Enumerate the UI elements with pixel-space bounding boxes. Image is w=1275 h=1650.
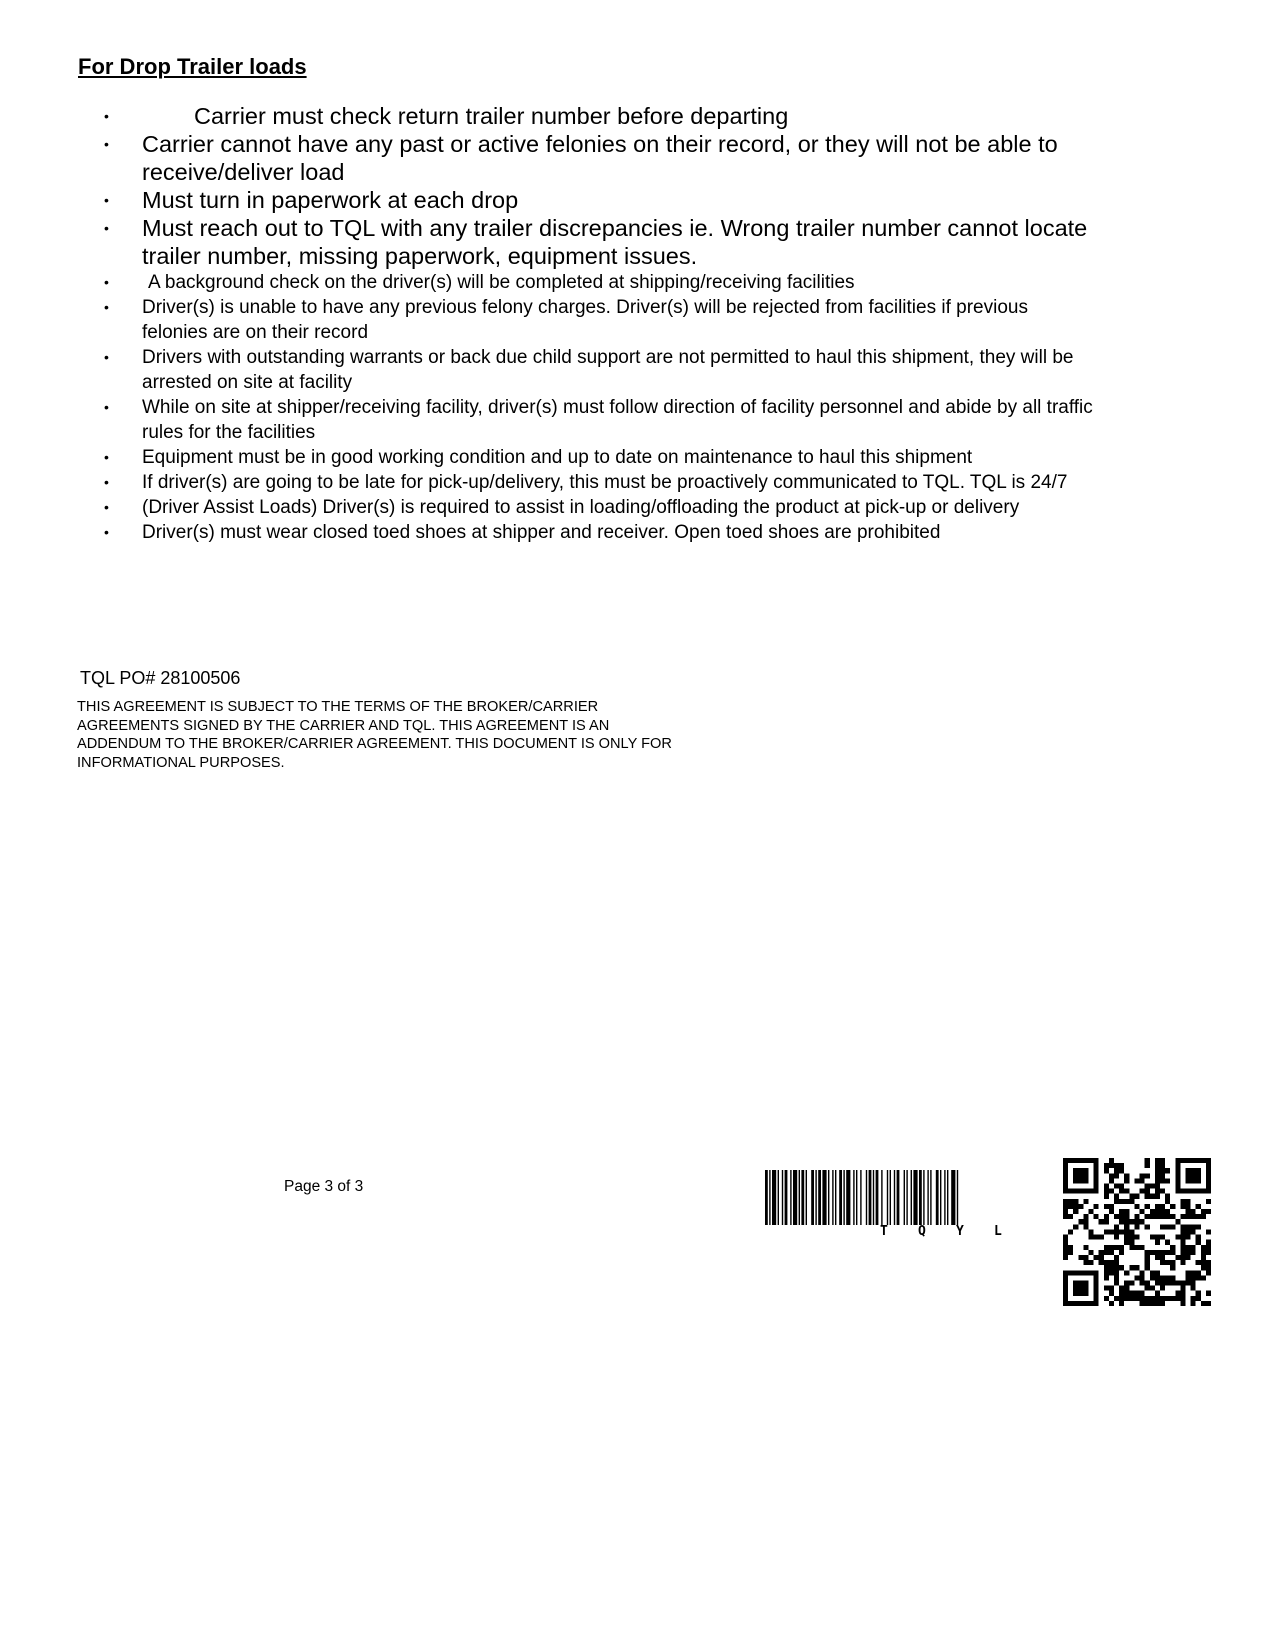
list-item-text: Carrier must check return trailer number before departing <box>194 103 789 129</box>
list-item <box>104 130 1094 186</box>
agreement-line: AGREEMENTS SIGNED BY THE CARRIER AND TQL. THIS AGREEMENT IS AN <box>77 717 610 734</box>
bullet: • <box>104 349 109 365</box>
list-item <box>104 214 1094 270</box>
bullet: • <box>104 499 109 515</box>
agreement-line: THIS AGREEMENT IS SUBJECT TO THE TERMS OF THE BROKER/CARRIER <box>77 699 599 715</box>
agreement-line: ADDENDUM TO THE BROKER/CARRIER AGREEMENT. THIS DOCUMENT IS ONLY FOR <box>77 736 672 753</box>
bullet: • <box>104 474 109 490</box>
list-item <box>104 495 1094 520</box>
list-item-text: A background check on the driver(s) will be completed at shipping/receiving facilities <box>148 272 855 293</box>
bullet: • <box>104 274 109 290</box>
agreement-line: INFORMATIONAL PURPOSES. <box>77 754 285 771</box>
list-item <box>104 102 1094 130</box>
list-item <box>104 520 1094 545</box>
list-item <box>104 395 1094 445</box>
list-item <box>104 445 1094 470</box>
barcode-char: T <box>880 1224 888 1239</box>
bullet: • <box>104 524 109 540</box>
list-item <box>104 270 1094 295</box>
page-number: Page 3 of 3 <box>284 1178 364 1195</box>
agreement-notice <box>77 698 777 772</box>
barcode-char: Q <box>918 1224 926 1239</box>
list-item <box>104 345 1094 395</box>
list-item-text: (Driver Assist Loads) Driver(s) is required to assist in loading/offloading the product at pick-up or delivery <box>142 497 1020 518</box>
qr-code <box>1063 1158 1211 1306</box>
bullet: • <box>104 449 109 465</box>
list-item-text: While on site at shipper/receiving facility, driver(s) must follow direction of facility personnel and abide by all traffic rules for the facilities <box>142 397 1093 443</box>
list-item <box>104 295 1094 345</box>
bullet: • <box>104 192 109 208</box>
bullet: • <box>104 136 109 152</box>
list-item-text: Must reach out to TQL with any trailer discrepancies ie. Wrong trailer number cannot locate trailer number, missing paperwork, equipment issues. <box>142 215 1088 269</box>
bullet: • <box>104 299 109 315</box>
list-item-text: If driver(s) are going to be late for pick-up/delivery, this must be proactively communicated to TQL. TQL is 24/7 <box>142 472 1068 493</box>
bullet: • <box>104 108 109 124</box>
barcode-char: Y <box>956 1224 964 1239</box>
po-number: TQL PO# 28100506 <box>80 668 241 688</box>
drop-trailer-heading: For Drop Trailer loads <box>78 54 307 79</box>
list-item-text: Driver(s) must wear closed toed shoes at shipper and receiver. Open toed shoes are prohibited <box>142 522 941 543</box>
list-item-text: Drivers with outstanding warrants or back due child support are not permitted to haul this shipment, they will be arrested on site at facility <box>142 347 1074 393</box>
bullet: • <box>104 399 109 415</box>
list-item-text: Equipment must be in good working condition and up to date on maintenance to haul this shipment <box>142 447 973 468</box>
barcode <box>765 1170 1045 1225</box>
list-item <box>104 470 1094 495</box>
bullet: • <box>104 220 109 236</box>
list-item-text: Carrier cannot have any past or active felonies on their record, or they will not be able to receive/deliver load <box>142 131 1058 185</box>
list-item-text: Driver(s) is unable to have any previous felony charges. Driver(s) will be rejected from facilities if previous felonies are on their record <box>142 297 1028 343</box>
barcode-char: L <box>994 1224 1002 1239</box>
list-item <box>104 186 1094 214</box>
list-item-text: Must turn in paperwork at each drop <box>142 187 519 213</box>
rules-list <box>104 102 1094 545</box>
